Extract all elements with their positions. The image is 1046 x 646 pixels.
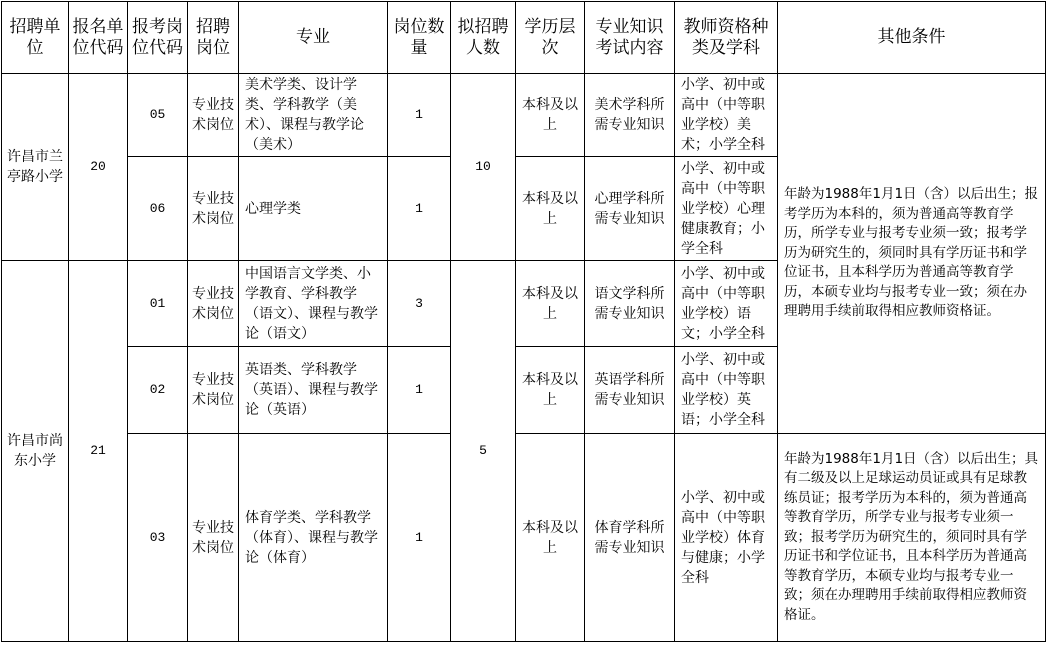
post-code: 06 bbox=[128, 157, 188, 261]
certificate-cell: 小学、初中或高中（中等职业学校）英语；小学全科 bbox=[675, 347, 778, 434]
major-cell: 体育学类、学科教学（体育）、课程与教学论（体育） bbox=[239, 434, 388, 642]
post-type: 专业技术岗位 bbox=[188, 261, 239, 347]
education-level: 本科及以上 bbox=[516, 261, 585, 347]
unit-name: 许昌市尚东小学 bbox=[2, 261, 69, 642]
header-exam: 专业知识考试内容 bbox=[585, 2, 675, 74]
other-conditions: 年龄为1988年1月1日（含）以后出生；具有二级及以上足球运动员证或具有足球教练员证；报考学历为本科的，须为普通高等教育学历，所学专业与报考专业须一致；报考学历为研究生的，须同时具有学历证书和学位证书，且本科学历为普通高等教育学历，本硕专业均与报考专业一致；须在办理聘用手续前取得相应教师资格证。 bbox=[778, 434, 1046, 642]
post-count: 1 bbox=[388, 434, 451, 642]
exam-content: 英语学科所需专业知识 bbox=[585, 347, 675, 434]
post-count: 3 bbox=[388, 261, 451, 347]
table-row bbox=[2, 434, 1046, 642]
recruitment-table bbox=[1, 1, 1046, 642]
header-unit-code: 报名单位代码 bbox=[69, 2, 128, 74]
header-post-count: 岗位数量 bbox=[388, 2, 451, 74]
education-level: 本科及以上 bbox=[516, 347, 585, 434]
major-cell: 心理学类 bbox=[239, 157, 388, 261]
exam-content: 美术学科所需专业知识 bbox=[585, 74, 675, 157]
major-cell: 美术学类、设计学类、学科教学（美术）、课程与教学论（美术） bbox=[239, 74, 388, 157]
header-conditions: 其他条件 bbox=[778, 2, 1046, 74]
exam-content: 心理学科所需专业知识 bbox=[585, 157, 675, 261]
planned-count: 10 bbox=[451, 74, 516, 261]
exam-content: 语文学科所需专业知识 bbox=[585, 261, 675, 347]
major-cell: 中国语言文学类、小学教育、学科教学（语文）、课程与教学论（语文） bbox=[239, 261, 388, 347]
certificate-cell: 小学、初中或高中（中等职业学校）美术；小学全科 bbox=[675, 74, 778, 157]
post-code: 01 bbox=[128, 261, 188, 347]
unit-code: 21 bbox=[69, 261, 128, 642]
exam-content: 体育学科所需专业知识 bbox=[585, 434, 675, 642]
education-level: 本科及以上 bbox=[516, 157, 585, 261]
header-certificate: 教师资格种类及学科 bbox=[675, 2, 778, 74]
post-code: 02 bbox=[128, 347, 188, 434]
education-level: 本科及以上 bbox=[516, 434, 585, 642]
header-major: 专业 bbox=[239, 2, 388, 74]
major-cell: 英语类、学科教学（英语）、课程与教学论（英语） bbox=[239, 347, 388, 434]
post-type: 专业技术岗位 bbox=[188, 74, 239, 157]
post-type: 专业技术岗位 bbox=[188, 157, 239, 261]
header-unit: 招聘单位 bbox=[2, 2, 69, 74]
certificate-cell: 小学、初中或高中（中等职业学校）体育与健康；小学全科 bbox=[675, 434, 778, 642]
certificate-cell: 小学、初中或高中（中等职业学校）心理健康教育；小学全科 bbox=[675, 157, 778, 261]
header-row bbox=[2, 2, 1046, 74]
header-planned: 拟招聘人数 bbox=[451, 2, 516, 74]
post-code: 03 bbox=[128, 434, 188, 642]
unit-code: 20 bbox=[69, 74, 128, 261]
post-type: 专业技术岗位 bbox=[188, 347, 239, 434]
post-count: 1 bbox=[388, 74, 451, 157]
certificate-cell: 小学、初中或高中（中等职业学校）语文；小学全科 bbox=[675, 261, 778, 347]
other-conditions: 年龄为1988年1月1日（含）以后出生；报考学历为本科的，须为普通高等教育学历，所学专业与报考专业须一致；报考学历为研究生的，须同时具有学历证书和学位证书，且本科学历为普通高等教育学历，本硕专业均与报考专业一致；须在办理聘用手续前取得相应教师资格证。 bbox=[778, 74, 1046, 434]
table-row bbox=[2, 74, 1046, 157]
unit-name: 许昌市兰亭路小学 bbox=[2, 74, 69, 261]
planned-count: 5 bbox=[451, 261, 516, 642]
header-education: 学历层次 bbox=[516, 2, 585, 74]
header-post-code: 报考岗位代码 bbox=[128, 2, 188, 74]
post-count: 1 bbox=[388, 157, 451, 261]
education-level: 本科及以上 bbox=[516, 74, 585, 157]
post-count: 1 bbox=[388, 347, 451, 434]
post-type: 专业技术岗位 bbox=[188, 434, 239, 642]
header-post: 招聘岗位 bbox=[188, 2, 239, 74]
post-code: 05 bbox=[128, 74, 188, 157]
